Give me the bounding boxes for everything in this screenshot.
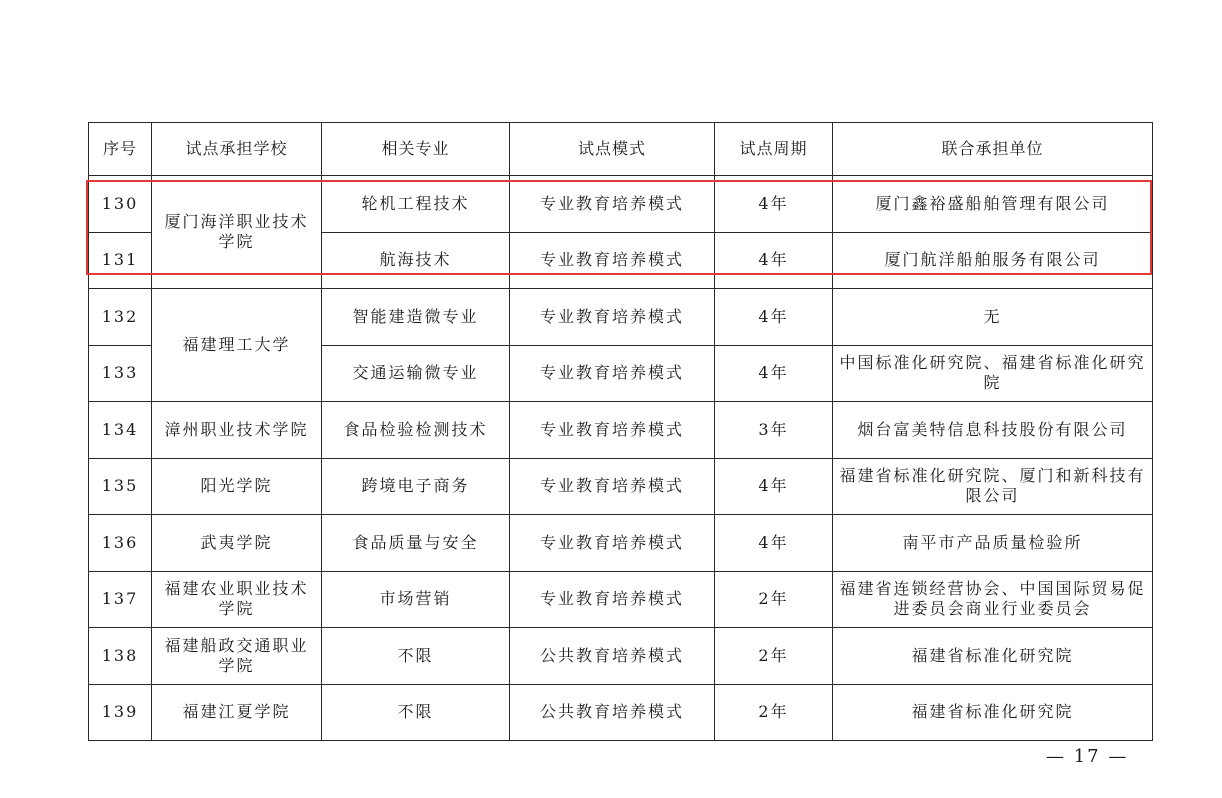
major-cell: 智能建造微专业 [322,289,510,346]
mode-cell: 专业教育培养模式 [510,515,715,572]
mode-cell: 专业教育培养模式 [510,232,715,289]
header-cell: 试点承担学校 [152,123,322,176]
row-number: 137 [89,571,152,628]
header-cell: 相关专业 [322,123,510,176]
row-number: 134 [89,402,152,459]
unit-cell: 中国标准化研究院、福建省标准化研究院 [833,345,1153,402]
major-cell: 市场营销 [322,571,510,628]
mode-cell: 专业教育培养模式 [510,571,715,628]
pilot-table [88,122,1153,741]
unit-cell: 福建省标准化研究院 [833,684,1153,741]
table-row [89,176,1153,233]
table-header-row [89,123,1153,176]
row-number: 131 [89,232,152,289]
header-cell: 试点周期 [715,123,833,176]
header-cell: 序号 [89,123,152,176]
unit-cell: 福建省标准化研究院、厦门和新科技有限公司 [833,458,1153,515]
major-cell: 跨境电子商务 [322,458,510,515]
school-cell: 阳光学院 [152,458,322,515]
row-number: 133 [89,345,152,402]
period-cell: 4年 [715,515,833,572]
row-number: 139 [89,684,152,741]
row-number: 130 [89,176,152,233]
period-cell: 4年 [715,458,833,515]
unit-cell: 厦门鑫裕盛船舶管理有限公司 [833,176,1153,233]
major-cell: 交通运输微专业 [322,345,510,402]
major-cell: 航海技术 [322,232,510,289]
row-number: 138 [89,628,152,685]
period-cell: 2年 [715,628,833,685]
school-cell: 福建船政交通职业学院 [152,628,322,685]
mode-cell: 公共教育培养模式 [510,684,715,741]
table-row [89,289,1153,346]
period-cell: 2年 [715,684,833,741]
mode-cell: 专业教育培养模式 [510,345,715,402]
mode-cell: 专业教育培养模式 [510,458,715,515]
period-cell: 4年 [715,232,833,289]
major-cell: 不限 [322,684,510,741]
period-cell: 2年 [715,571,833,628]
school-cell: 福建理工大学 [152,289,322,402]
unit-cell: 南平市产品质量检验所 [833,515,1153,572]
period-cell: 4年 [715,345,833,402]
period-cell: 4年 [715,289,833,346]
mode-cell: 专业教育培养模式 [510,289,715,346]
table-row [89,402,1153,459]
period-cell: 3年 [715,402,833,459]
header-cell: 试点模式 [510,123,715,176]
unit-cell: 福建省连锁经营协会、中国国际贸易促进委员会商业行业委员会 [833,571,1153,628]
table-row [89,684,1153,741]
unit-cell: 烟台富美特信息科技股份有限公司 [833,402,1153,459]
school-cell: 福建农业职业技术学院 [152,571,322,628]
unit-cell: 厦门航洋船舶服务有限公司 [833,232,1153,289]
period-cell: 4年 [715,176,833,233]
table-row [89,571,1153,628]
school-cell: 漳州职业技术学院 [152,402,322,459]
unit-cell: 无 [833,289,1153,346]
mode-cell: 专业教育培养模式 [510,176,715,233]
major-cell: 食品检验检测技术 [322,402,510,459]
major-cell: 食品质量与安全 [322,515,510,572]
school-cell: 厦门海洋职业技术学院 [152,176,322,289]
row-number: 135 [89,458,152,515]
school-cell: 福建江夏学院 [152,684,322,741]
unit-cell: 福建省标准化研究院 [833,628,1153,685]
mode-cell: 专业教育培养模式 [510,402,715,459]
header-cell: 联合承担单位 [833,123,1153,176]
mode-cell: 公共教育培养模式 [510,628,715,685]
row-number: 136 [89,515,152,572]
school-cell: 武夷学院 [152,515,322,572]
table-row [89,515,1153,572]
page-number: — 17 — [1046,746,1129,767]
table-row [89,628,1153,685]
table-row [89,458,1153,515]
row-number: 132 [89,289,152,346]
major-cell: 不限 [322,628,510,685]
major-cell: 轮机工程技术 [322,176,510,233]
